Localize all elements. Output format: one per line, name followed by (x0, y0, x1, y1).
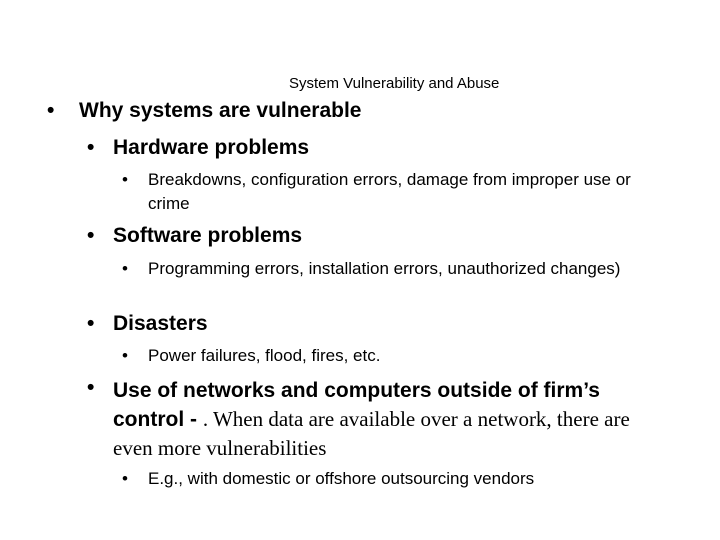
slide-title: System Vulnerability and Abuse (289, 75, 500, 92)
bullet-glyph: • (122, 346, 128, 365)
bullet-text-serif: . When data are available over a network, there are even more vulnerabilities (113, 407, 630, 460)
bullet-glyph: • (122, 259, 128, 278)
bullet-text (113, 376, 673, 463)
bullet-glyph: • (47, 99, 55, 122)
bullet-glyph: • (87, 312, 95, 335)
bullet-glyph: • (122, 170, 128, 189)
bullet-glyph: • (87, 224, 95, 247)
bullet-text: Hardware problems (113, 136, 310, 159)
bullet-text: Why systems are vulnerable (79, 99, 362, 122)
bullet-text: Breakdowns, configuration errors, damage from improper use or crime (148, 170, 631, 213)
bullet-glyph: • (87, 376, 95, 399)
bullet-text: E.g., with domestic or offshore outsourcing vendors (148, 469, 535, 488)
bullet-glyph: • (122, 469, 128, 488)
bullet-text: Software problems (113, 224, 303, 247)
bullet-text-bold: Use of networks and computers outside of firm’s control - (113, 379, 600, 431)
bullet-text: Programming errors, installation errors, unauthorized changes) (148, 259, 621, 278)
bullet-text: Power failures, flood, fires, etc. (148, 346, 381, 365)
bullet-glyph: • (87, 136, 95, 159)
bullet-text: Disasters (113, 312, 208, 335)
